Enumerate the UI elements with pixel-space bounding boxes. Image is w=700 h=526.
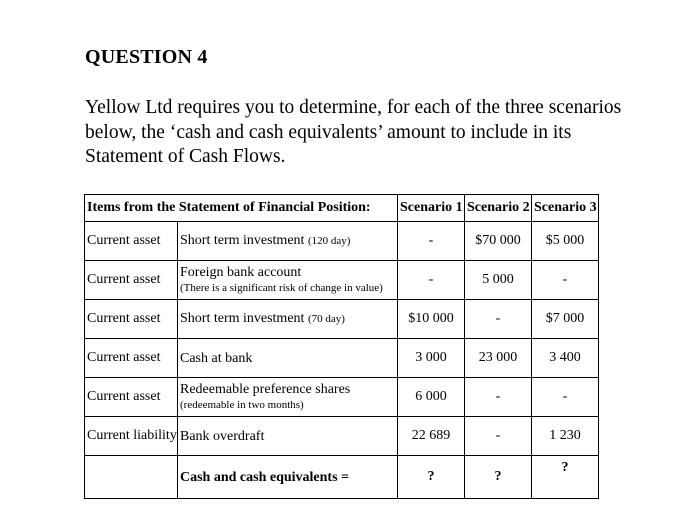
row-category: Current asset: [85, 261, 178, 300]
row-scenario-3: -: [532, 261, 599, 300]
total-row: [85, 456, 599, 499]
row-scenario-2: 5 000: [465, 261, 532, 300]
row-scenario-2: -: [465, 300, 532, 339]
table-row: [85, 417, 599, 456]
header-items: Items from the Statement of Financial Position:: [85, 195, 398, 222]
row-scenario-2: 23 000: [465, 339, 532, 378]
row-item: [178, 261, 398, 300]
row-scenario-1: 22 689: [398, 417, 465, 456]
table-row: [85, 261, 599, 300]
table-row: [85, 300, 599, 339]
total-label: Cash and cash equivalents =: [178, 456, 398, 499]
row-item: [178, 378, 398, 417]
row-scenario-3: 1 230: [532, 417, 599, 456]
row-scenario-2: -: [465, 417, 532, 456]
row-scenario-2: -: [465, 378, 532, 417]
row-item-note: (70 day): [307, 313, 345, 325]
row-item: [178, 300, 398, 339]
row-scenario-2: $70 000: [465, 222, 532, 261]
total-scenario-1: ?: [398, 456, 465, 499]
total-scenario-2: ?: [465, 456, 532, 499]
total-scenario-3: ?: [532, 456, 599, 499]
row-item: [178, 222, 398, 261]
row-item-label: Bank overdraft: [180, 428, 265, 444]
row-scenario-3: $7 000: [532, 300, 599, 339]
row-item: [178, 417, 398, 456]
total-category-empty: [85, 456, 178, 499]
row-item-label: Short term investment: [180, 311, 305, 326]
row-category: Current asset: [85, 300, 178, 339]
row-item-label: Cash at bank: [180, 350, 253, 366]
table-row: [85, 222, 599, 261]
row-item-label: Foreign bank account: [180, 264, 302, 280]
row-item-note: (There is a significant risk of change in value): [180, 281, 383, 294]
row-scenario-1: $10 000: [398, 300, 465, 339]
header-scenario-1: Scenario 1: [398, 195, 465, 222]
row-item-label: Short term investment: [180, 233, 305, 248]
row-item-note: (120 day): [307, 235, 351, 247]
table-header-row: [85, 195, 599, 222]
table-row: [85, 378, 599, 417]
financial-position-table: [84, 194, 599, 499]
row-item-label: Redeemable preference shares: [180, 381, 351, 397]
row-scenario-1: -: [398, 222, 465, 261]
row-scenario-1: 6 000: [398, 378, 465, 417]
table-row: [85, 339, 599, 378]
question-heading: QUESTION 4: [85, 46, 208, 68]
row-item: [178, 339, 398, 378]
row-category: Current asset: [85, 222, 178, 261]
header-scenario-2: Scenario 2: [465, 195, 532, 222]
row-category: Current asset: [85, 378, 178, 417]
row-scenario-3: $5 000: [532, 222, 599, 261]
header-scenario-3: Scenario 3: [532, 195, 599, 222]
row-scenario-1: 3 000: [398, 339, 465, 378]
question-intro: Yellow Ltd requires you to determine, for each of the three scenarios below, the ‘cash and cash equivalents’ amount to include in its Statement of Cash Flows.: [85, 97, 622, 167]
row-category: Current asset: [85, 339, 178, 378]
row-scenario-1: -: [398, 261, 465, 300]
row-scenario-3: 3 400: [532, 339, 599, 378]
row-scenario-3: -: [532, 378, 599, 417]
row-item-note: (redeemable in two months): [180, 398, 304, 411]
row-category: Current liability: [85, 417, 178, 456]
